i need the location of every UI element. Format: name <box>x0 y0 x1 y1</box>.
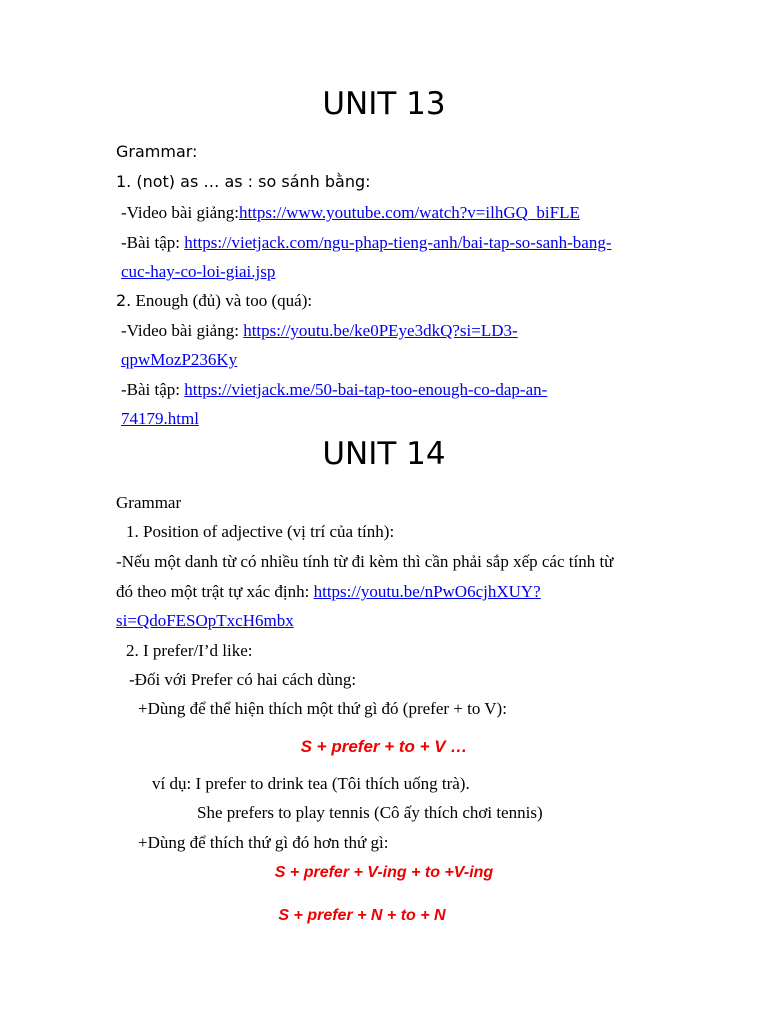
unit-13-grammar-label: Grammar: <box>116 142 198 161</box>
unit-13-exercise-2-label: -Bài tập: <box>121 380 181 399</box>
unit-13-exercise-1-label: -Bài tập: <box>121 233 181 252</box>
unit-13-video-2-link[interactable]: https://youtu.be/ke0PEye3dkQ?si=LD3- <box>243 321 518 340</box>
unit-13-exercise-1-link-cont[interactable]: cuc-hay-co-loi-giai.jsp <box>121 262 276 281</box>
unit-14-item-1-link-cont[interactable]: si=QdoFESOpTxcH6mbx <box>116 611 294 630</box>
unit-13-item-1-heading <box>116 172 371 191</box>
unit-13-video-2-label: -Video bài giảng: <box>121 321 239 340</box>
unit-13-video-1-line <box>121 203 580 223</box>
unit-13-item-1-number: 1. <box>116 172 132 191</box>
unit-13-video-1-link[interactable]: https://www.youtube.com/watch?v=ilhGQ_biFLE <box>238 203 580 222</box>
unit-13-item-2-heading <box>116 291 312 311</box>
unit-14-item-1-link[interactable]: https://youtu.be/nPwO6cjhXUY? <box>313 582 541 601</box>
unit-13-item-2-title: Enough (đủ) và too (quá): <box>135 291 313 310</box>
formula-prefer-to-v: S + prefer + to + V … <box>300 737 468 756</box>
unit-13-item-2-number: 2. <box>116 291 132 310</box>
unit-14-item-1-desc-line-1: -Nếu một danh từ có nhiều tính từ đi kèm thì cần phải sắp xếp các tính từ <box>116 552 614 571</box>
formula-prefer-ving-to-ving: S + prefer + V-ing + to +V-ing <box>274 864 494 881</box>
unit-13-video-2-line-2 <box>121 350 237 370</box>
unit-13-video-2-line <box>121 321 518 341</box>
example-line-2: She prefers to play tennis (Cô ấy thích chơi tennis) <box>197 803 543 822</box>
unit-13-video-1-label: -Video bài giảng: <box>121 203 239 222</box>
unit-14-use-2: +Dùng để thích thứ gì đó hơn thứ gì: <box>138 833 389 852</box>
unit-14-item-1-title: 1. Position of adjective (vị trí của tính): <box>126 522 395 541</box>
unit-14-item-2-title: 2. I prefer/I’d like: <box>126 641 253 660</box>
unit-13-exercise-1-line <box>121 233 612 253</box>
unit-13-exercise-1-link[interactable]: https://vietjack.com/ngu-phap-tieng-anh/bai-tap-so-sanh-bang- <box>184 233 612 252</box>
unit-14-grammar-label: Grammar <box>116 493 182 512</box>
unit-14-item-2-intro: -Đối với Prefer có hai cách dùng: <box>129 670 357 689</box>
unit-13-exercise-2-link[interactable]: https://vietjack.me/50-bai-tap-too-enough-co-dap-an- <box>184 380 548 399</box>
unit-13-exercise-2-line-2 <box>121 409 199 429</box>
example-line-1: ví dụ: I prefer to drink tea (Tôi thích uống trà). <box>152 774 470 793</box>
unit-13-video-2-link-cont[interactable]: qpwMozP236Ky <box>121 350 238 369</box>
unit-14-item-1-desc-text: đó theo một trật tự xác định: <box>116 582 310 601</box>
unit-13-title: UNIT 13 <box>322 86 446 122</box>
unit-13-item-1-title: (not) as … as : so sánh bằng: <box>136 172 371 191</box>
unit-14-item-1-link-line-2 <box>116 611 294 631</box>
formula-prefer-n-to-n: S + prefer + N + to + N <box>278 907 446 924</box>
unit-14-title: UNIT 14 <box>322 436 446 472</box>
unit-13-exercise-1-line-2 <box>121 262 275 282</box>
unit-14-use-1: +Dùng để thể hiện thích một thứ gì đó (prefer + to V): <box>138 699 507 718</box>
unit-14-item-1-desc-line-2 <box>116 582 541 602</box>
unit-13-exercise-2-link-cont[interactable]: 74179.html <box>121 409 199 428</box>
unit-13-exercise-2-line <box>121 380 547 400</box>
